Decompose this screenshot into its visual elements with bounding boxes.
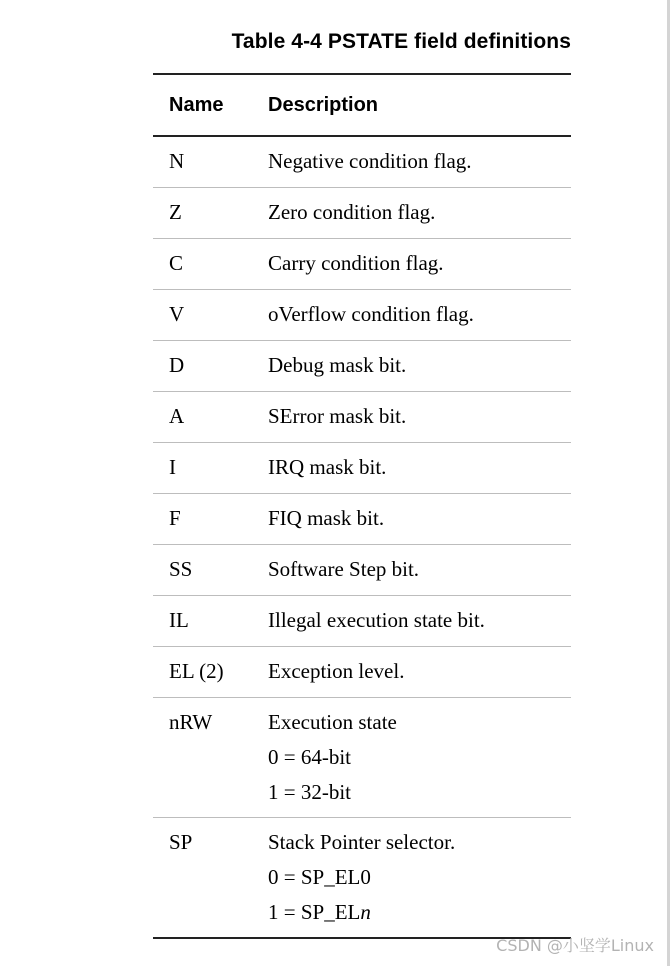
field-description: Execution state <box>268 710 397 734</box>
field-value-line: 0 = 64-bit <box>268 745 352 769</box>
field-description: FIQ mask bit. <box>268 506 385 530</box>
table-row <box>153 494 571 545</box>
pstate-field-table <box>153 73 571 939</box>
field-description-block <box>268 708 397 813</box>
table-row <box>153 341 571 392</box>
field-description: Zero condition flag. <box>268 200 436 224</box>
field-value-line <box>268 898 455 933</box>
field-value-line: 0 = SP_EL0 <box>268 865 371 889</box>
field-name: C <box>169 251 184 275</box>
field-description-block <box>268 828 455 933</box>
field-name: Z <box>169 200 182 224</box>
field-name: F <box>169 506 181 530</box>
field-name: N <box>169 149 185 173</box>
field-value-text: 1 = SP_EL <box>268 900 361 924</box>
watermark: CSDN @小坚学Linux <box>496 936 654 955</box>
header-name: Name <box>169 94 224 116</box>
field-name: IL <box>169 608 189 632</box>
field-value-italic-suffix: n <box>360 900 371 924</box>
field-description: Illegal execution state bit. <box>268 608 485 632</box>
field-value-line: 1 = 32-bit <box>268 780 352 804</box>
field-name: nRW <box>169 710 213 734</box>
table-caption: Table 4-4 PSTATE field definitions <box>231 30 571 53</box>
field-name: A <box>169 404 185 428</box>
table-row <box>153 188 571 239</box>
field-name: V <box>169 302 185 326</box>
table-header-row <box>153 75 571 137</box>
table-row <box>153 698 571 818</box>
field-name: SP <box>169 830 193 854</box>
field-description: Exception level. <box>268 659 405 683</box>
table-row <box>153 818 571 939</box>
field-name: I <box>169 455 176 479</box>
field-description: oVerflow condition flag. <box>268 302 474 326</box>
table-row <box>153 137 571 188</box>
field-description: Negative condition flag. <box>268 149 472 173</box>
header-description: Description <box>268 94 379 116</box>
field-name: EL (2) <box>169 659 224 683</box>
table-row <box>153 290 571 341</box>
field-description: Carry condition flag. <box>268 251 444 275</box>
field-description: Debug mask bit. <box>268 353 407 377</box>
table-row <box>153 239 571 290</box>
field-description: SError mask bit. <box>268 404 407 428</box>
field-description: IRQ mask bit. <box>268 455 387 479</box>
table-row <box>153 647 571 698</box>
table-row <box>153 545 571 596</box>
table-row <box>153 392 571 443</box>
field-name: SS <box>169 557 193 581</box>
table-row <box>153 596 571 647</box>
field-description: Software Step bit. <box>268 557 420 581</box>
field-description: Stack Pointer selector. <box>268 830 456 854</box>
field-name: D <box>169 353 185 377</box>
table-row <box>153 443 571 494</box>
